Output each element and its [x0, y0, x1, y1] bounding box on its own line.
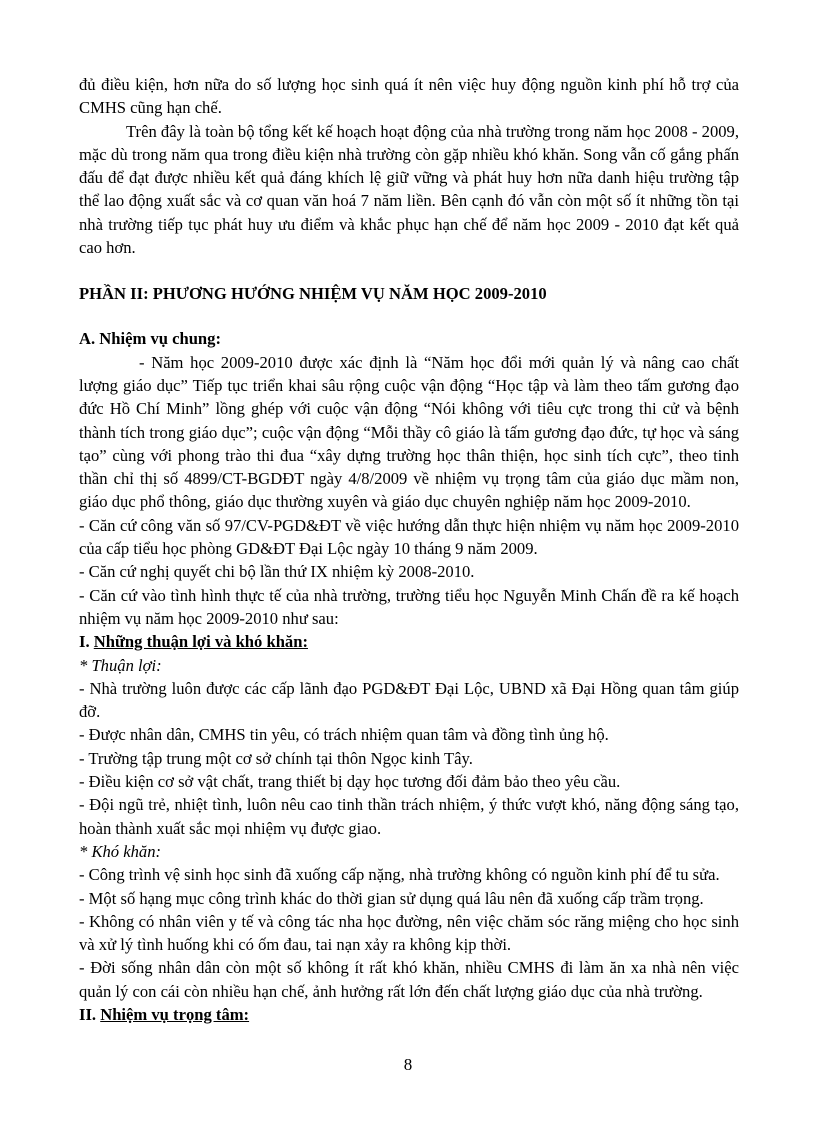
section-a-paragraph-1: - Năm học 2009-2010 được xác định là “Năm học đổi mới quản lý và nâng cao chất lượng giáo dục” Tiếp tục triển khai sâu rộng cuộc vận động “Học tập và làm theo tấm gương đạo đức Hồ Chí Minh” lồng ghép với cuộc vận động “Nói không với tiêu cực trong thi cử và bệnh thành tích trong giáo dục”; cuộc vận động “Mỗi thầy cô giáo là tấm gương đạo đức, tự học và sáng tạo” cùng với phong trào thi đua “xây dựng trường học thân thiện, học sinh tích cực”, theo tinh thần chỉ thị số 4899/CT-BGDĐT ngày 4/8/2009 về nhiệm vụ trọng tâm của giáo dục mầm non, giáo dục phổ thông, giáo dục thường xuyên và giáo dục chuyên nghiệp năm học 2009-2010. [79, 352, 739, 512]
section-1-prefix: I. [79, 632, 94, 652]
section-1-heading [79, 630, 739, 653]
advantage-item: - Được nhân dân, CMHS tin yêu, có trách nhiệm quan tâm và đồng tình ủng hộ. [79, 725, 609, 745]
section-a-paragraph-2: - Căn cứ công văn số 97/CV-PGD&ĐT về việc hướng dẫn thực hiện nhiệm vụ năm học 2009-2010 của cấp tiểu học phòng GD&ĐT Đại Lộc ngày 10 tháng 9 năm 2009. [79, 515, 739, 559]
intro-paragraph-1: đủ điều kiện, hơn nữa do số lượng học sinh quá ít nên việc huy động nguồn kinh phí hỗ trợ của CMHS cũng hạn chế. [79, 75, 739, 118]
document-page [79, 73, 739, 1026]
intro-paragraph-2: Trên đây là toàn bộ tổng kết kế hoạch hoạt động của nhà trường trong năm học 2008 - 2009, mặc dù trong năm qua trong điều kiện nhà trường còn gặp nhiều khó khăn. Song vẫn cố gắng phấn đấu để đạt được nhiều kết quả đáng khích lệ giữ vững và phát huy hơn nữa danh hiệu trường tập thể lao động xuất sắc và cơ quan văn hoá 7 năm liền. Bên cạnh đó vẫn còn một số ít những tồn tại nhà trường tiếp tục phát huy ưu điểm và khắc phục hạn chế để năm học 2009 - 2010 đạt kết quả cao hơn. [79, 121, 739, 258]
section-2-prefix: II. [79, 1004, 101, 1024]
advantage-item: - Điều kiện cơ sở vật chất, trang thiết bị dạy học tương đối đảm bảo theo yêu cầu. [79, 772, 621, 792]
advantage-item: - Nhà trường luôn được các cấp lãnh đạo PGD&ĐT Đại Lộc, UBND xã Đại Hồng quan tâm giúp đỡ. [79, 678, 739, 722]
difficulty-item: - Không có nhân viên y tế và công tác nha học đường, nên việc chăm sóc răng miệng cho học sinh và xử lý tình huống khi có ốm đau, tai nạn xảy ra không kịp thời. [79, 911, 739, 955]
page-number: 8 [403, 1055, 413, 1074]
section-2-heading [79, 1003, 739, 1026]
difficulties-label: * Khó khăn: [79, 841, 162, 861]
advantages-label: * Thuận lợi: [79, 655, 162, 675]
section-a-heading: A. Nhiệm vụ chung: [79, 329, 221, 349]
difficulty-item: - Một số hạng mục công trình khác do thời gian sử dụng quá lâu nên đã xuống cấp trầm trọng. [79, 888, 704, 908]
advantage-item: - Trường tập trung một cơ sở chính tại thôn Ngọc kinh Tây. [79, 748, 473, 768]
section-2-title: Nhiệm vụ trọng tâm: [100, 1004, 250, 1024]
difficulty-item: - Đời sống nhân dân còn một số không ít rất khó khăn, nhiều CMHS đi làm ăn xa nhà nên việc quản lý con cái còn nhiều hạn chế, ảnh hưởng rất lớn đến chất lượng giáo dục của nhà trường. [79, 958, 739, 1001]
section-a-paragraph-4: - Căn cứ vào tình hình thực tế của nhà trường, trường tiểu học Nguyễn Minh Chấn đề ra kế hoạch nhiệm vụ năm học 2009-2010 như sau: [79, 585, 739, 628]
part-heading: PHẦN II: PHƯƠNG HƯỚNG NHIỆM VỤ NĂM HỌC 2009-2010 [79, 284, 547, 304]
difficulty-item: - Công trình vệ sinh học sinh đã xuống cấp nặng, nhà trường không có nguồn kinh phí để tu sửa. [79, 865, 720, 885]
advantage-item: - Đội ngũ trẻ, nhiệt tình, luôn nêu cao tinh thần trách nhiệm, ý thức vượt khó, năng động sáng tạo, hoàn thành xuất sắc mọi nhiệm vụ được giao. [79, 795, 739, 838]
section-a-paragraph-3: - Căn cứ nghị quyết chi bộ lần thứ IX nhiệm kỳ 2008-2010. [79, 562, 475, 582]
section-1-title: Những thuận lợi và khó khăn: [93, 632, 308, 652]
